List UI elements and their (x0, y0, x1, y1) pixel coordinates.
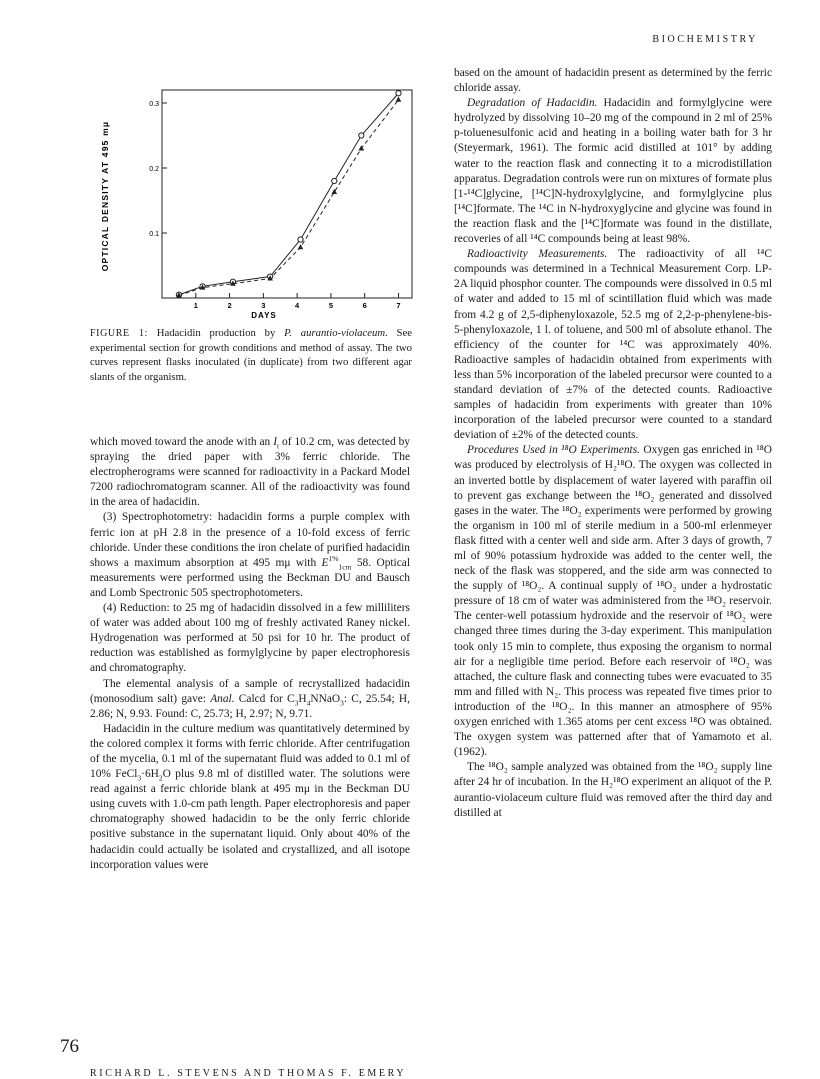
caption-label: FIGURE 1: (90, 328, 148, 339)
data-point-circle (332, 178, 337, 183)
chart-series (179, 93, 399, 295)
x-tick-label: 6 (362, 301, 367, 310)
figure-1-chart (90, 66, 420, 328)
paragraph: based on the amount of hadacidin present as determined by the ferric chloride assay. (454, 67, 772, 95)
journal-name: BIOCHEMISTRY (652, 34, 758, 45)
data-point-circle (396, 91, 401, 96)
caption-organism: P. aurantio-violaceum (284, 327, 386, 339)
page-number: 76 (60, 1036, 79, 1057)
paragraph: The ¹⁸O₂ sample analyzed was obtained from the ¹⁸O₂ supply line after 24 hr of incubation. In the H₂¹⁸O experiment an aliquot of the P. aurantio-violaceum culture fluid was removed after the third day and distilled at (454, 761, 772, 819)
y-tick-label: 0.1 (149, 231, 159, 238)
paragraph: (4) Reduction: to 25 mg of hadacidin dissolved in a few milliliters of water was added about 100 mg of freshly activated Raney nickel. Hydrogenation was performed at 50 psi for 10 hr. The product of reduction was established as formylglycine by paper electrophoresis and chromatography. (90, 602, 410, 675)
data-point-circle (298, 237, 303, 242)
section-heading: Radioactivity Measurements. (467, 248, 608, 261)
series-line (179, 93, 399, 295)
caption-text-a: Hadacidin production by (147, 327, 285, 339)
caption-text-b: . See experimental section for growth conditions and method of assay. The two curves represent flasks inoculated (in duplicate) from two different agar slants of the organism. (90, 327, 412, 383)
right-column (454, 66, 772, 821)
data-point-triangle (298, 244, 304, 249)
paragraph: Hadacidin in the culture medium was quantitatively determined by the colored complex it forms with ferric chloride. After centrifugation of the mycelia, 0.1 ml of the supernatant fluid was added to 0.1 ml of 10% $FeCl_3\cdot 6H_2O$ plus 9.8 ml of distilled water. The solutions were read against a ferric chloride blank at 495 mμ in the Beckman DU using cuvets with 1.0-cm path length. Paper electrophoresis and paper chromatography showed hadacidin to be the only ferric chloride positive substance in the supernatant liquid. Only about 40% of the hadacidin could actually be isolated and crystallized, and all isotope incorporation values were (90, 722, 410, 871)
data-point-triangle (396, 97, 402, 102)
y-tick-label: 0.2 (149, 166, 159, 173)
data-point-circle (359, 133, 364, 138)
chart-markers (176, 91, 401, 298)
y-axis-label: OPTICAL DENSITY AT 495 mμ (100, 120, 110, 272)
paragraph: which moved toward the anode with an $I_t$ of 10.2 cm, was detected by spraying the dried paper with 3% ferric chloride. The electropherograms were scanned for radioactivity in a Packard Model 7200 radiochromatogram scanner. All of the radioactivity was found in the area of hadacidin. (90, 436, 410, 509)
paragraph: The elemental analysis of a sample of recrystallized hadacidin (monosodium salt) gave: Anal. Calcd for $C_3H_4NNaO_3$: C, 25.54; H, 2.86; N, 9.93. Found: C, 25.73; H, 2.97; N, 9.71. (90, 677, 410, 720)
figure-caption (90, 326, 412, 384)
running-footer-authors: RICHARD L. STEVENS AND THOMAS F. EMERY (90, 1068, 407, 1079)
paragraph: Degradation of Hadacidin. Hadacidin and formylglycine were hydrolyzed by dissolving 10–20 mg of the compound in 2 ml of 25% p-toluenesulfonic acid and heating in a boiling water bath for 3 hr (Steyermark, 1961). The formic acid distilled at 101° by adding water to the reaction flask and connecting it to a microdistillation apparatus. Degradation controls were run on mixtures of formate plus [1-¹⁴C]glycine, [¹⁴C]N-hydroxylglycine, and formylglycine plus [¹⁴C]formate. The ¹⁴C in N-hydroxyglycine and glycine was found in the reaction flask and the [¹⁴C]formate was found in the distillate, recoveries of all ¹⁴C compounds being at least 98%. (454, 97, 772, 246)
section-heading: Degradation of Hadacidin. (467, 97, 598, 110)
x-tick-label: 7 (396, 301, 401, 310)
paragraph: Procedures Used in ¹⁸O Experiments. Oxygen gas enriched in ¹⁸O was produced by electrolysis of H₂¹⁸O. The oxygen was collected in an inverted bottle by displacement of water layered with paraffin oil to prevent gas exchange between the ¹⁸O₂ generated and dissolved gases in the water. The ¹⁸O₂ experiments were performed by growing the organism in 100 ml of sterile medium in a 500-ml erlenmeyer flask fitted with a center well and side arm. After 3 days of growth, 7 ml of 90% potassium hydroxide was added to the center well, the neck of the flask was stoppered, and the side arm was connected to the supply of ¹⁸O₂. A continual supply of ¹⁸O₂ under a hydrostatic pressure of 18 cm of water was administered from the ¹⁸O₂ reservoir. The center-well potassium hydroxide and the reservoir of ¹⁸O₂ were changed three times during the 3-day experiment. This manipulation took only 15 min to complete, thus exposing the organism to normal air for a negligible time period. Before each reservoir of ¹⁸O₂ was attached, the culture flask and connecting tubes were evacuated to 35 mm and filled with N₂. This process was repeated five times prior to introduction of the ¹⁸O₂. In this manner an atmosphere of 95% oxygen enriched with 1.365 atoms per cent excess ¹⁸O was obtained. The oxygen system was patterned after that of Yamamoto et al. (1962). (454, 444, 772, 759)
x-tick-label: 2 (227, 301, 232, 310)
x-tick-label: 5 (328, 301, 334, 310)
x-tick-label: 3 (261, 301, 266, 310)
left-column (90, 435, 410, 873)
series-line (179, 100, 399, 296)
paragraph: (3) Spectrophotometry: hadacidin forms a purple complex with ferric ion at pH 2.8 in the presence of a 10-fold excess of ferric chloride. Under these conditions the iron chelate of purified hadacidin shows a maximum absorption at 495 mμ with $E^{1\%}_{1cm}$ 58. Optical measurements were performed using the Beckman DU and Bausch and Lomb Spectronic 505 spectrophotometers. (90, 511, 411, 599)
chart-ticks (149, 101, 400, 310)
x-tick-label: 4 (295, 301, 300, 310)
x-axis-label: DAYS (251, 311, 277, 320)
y-tick-label: 0.3 (149, 101, 159, 108)
x-tick-label: 1 (193, 301, 198, 310)
paragraph: Radioactivity Measurements. The radioactivity of all ¹⁴C compounds was determined in a Technical Measurement Corp. LP-2A liquid phosphor counter. The compounds were dissolved in 0.5 ml of water and added to 15 ml of scintillation fluid which was made from 4.2 g of 2,5-diphenyloxazole, 52.5 mg of 2,2-p-phenylene-bis-5-phenyloxazole, 1 l. of toluene, and 500 ml of absolute ethanol. The efficiency of the counter for ¹⁴C was approximately 40%. Radioactive samples of hadacidin obtained from experiments with less than 5% incorporation of the labeled precursor were counted to a standard deviation of ±7% of the detected counts. Radioactive samples of hadacidin from experiments with greater than 10% incorporation of the labeled precursor were counted to a standard deviation of ±2% of the detected counts. (454, 248, 772, 442)
section-heading: Procedures Used in ¹⁸O Experiments. (467, 444, 640, 457)
